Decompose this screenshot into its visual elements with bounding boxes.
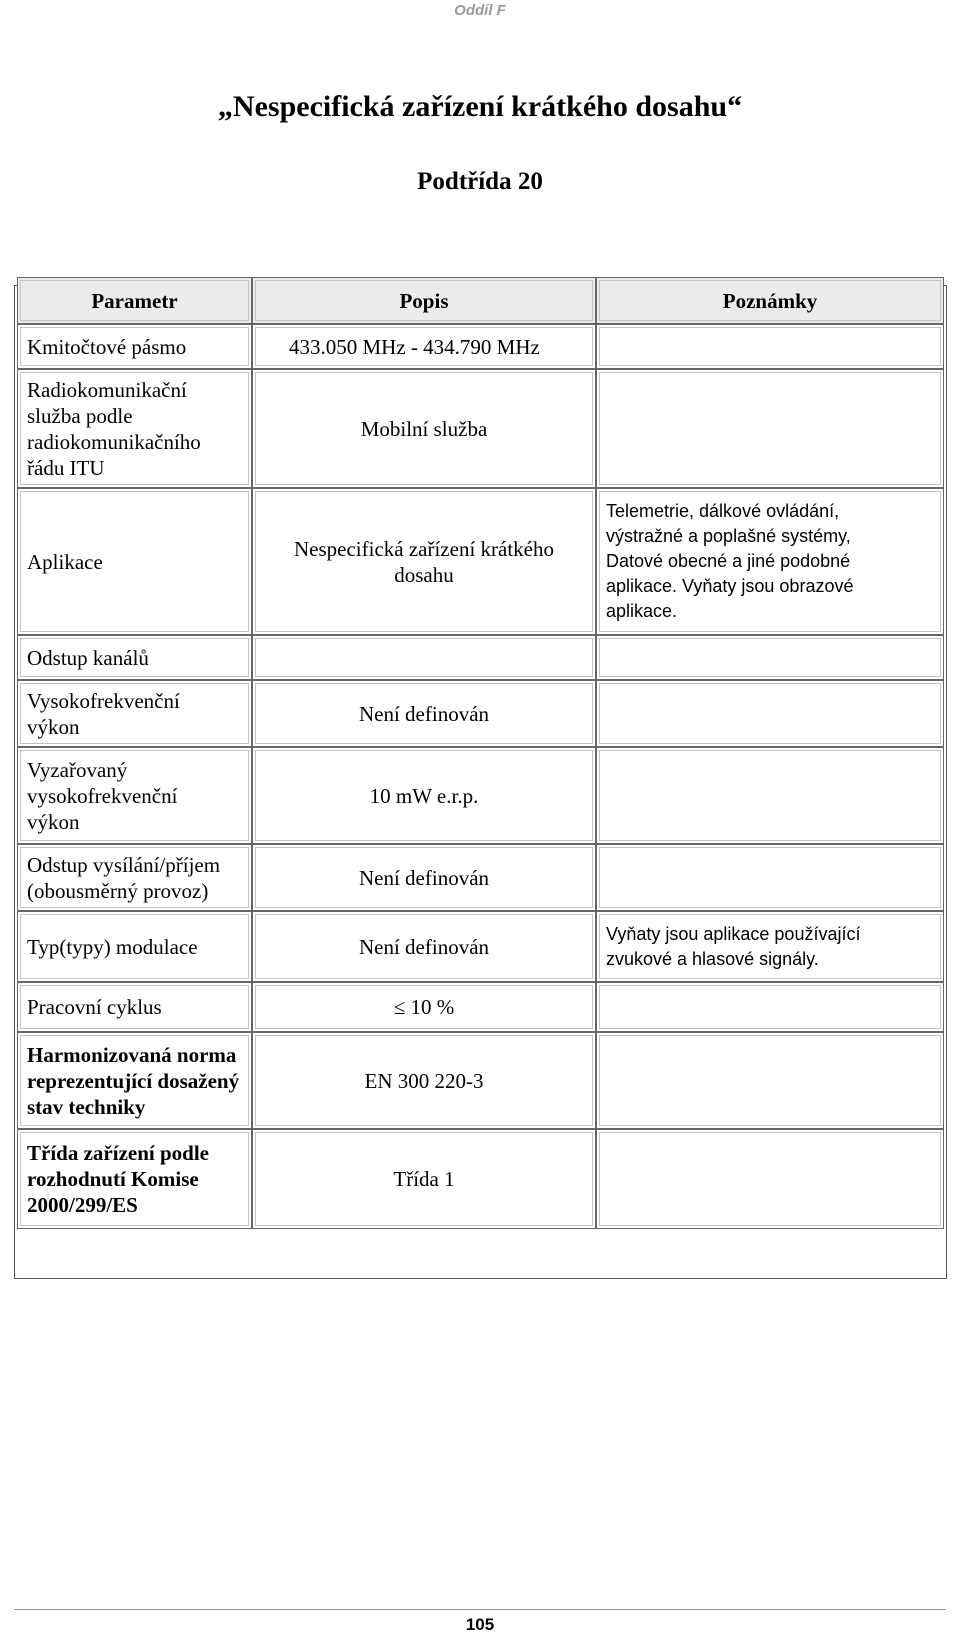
cell-text: Není definován bbox=[358, 934, 490, 959]
table-cell-popis bbox=[252, 1129, 596, 1229]
table-cell-parametr bbox=[17, 680, 252, 747]
cell-text: Harmonizovaná norma reprezentující dosažený stav techniky bbox=[27, 1042, 240, 1119]
column-header-popis: Popis bbox=[252, 277, 596, 324]
table-cell-parametr bbox=[17, 488, 252, 635]
table-cell-parametr bbox=[17, 369, 252, 488]
table-cell-parametr bbox=[17, 324, 252, 369]
cell-text: Telemetrie, dálkové ovládání, výstražné a poplašné systémy, Datové obecné a jiné podobné aplikace. Vyňaty jsou obrazové aplikace. bbox=[606, 501, 854, 621]
table-cell-poznamky bbox=[596, 844, 944, 911]
parameter-table bbox=[14, 285, 947, 1279]
cell-text: Není definován bbox=[358, 701, 490, 726]
table-cell-popis bbox=[252, 1032, 596, 1129]
table-cell-poznamky bbox=[596, 1129, 944, 1229]
cell-text: Odstup kanálů bbox=[27, 645, 149, 670]
table-cell-poznamky bbox=[596, 911, 944, 982]
cell-text: Aplikace bbox=[27, 549, 103, 574]
cell-text: Kmitočtové pásmo bbox=[27, 334, 187, 359]
cell-text: ≤ 10 % bbox=[393, 995, 455, 1019]
table-cell-parametr bbox=[17, 982, 252, 1032]
table-cell-poznamky bbox=[596, 488, 944, 635]
table-cell-popis bbox=[252, 911, 596, 982]
cell-text: Radiokomunikační služba podle radiokomunikačního řádu ITU bbox=[27, 377, 201, 480]
document-subtitle: Podtřída 20 bbox=[417, 168, 543, 195]
cell-text: 433.050 MHz - 434.790 MHz bbox=[289, 334, 540, 359]
table-cell-popis bbox=[252, 747, 596, 844]
page-number: 105 bbox=[465, 1615, 495, 1634]
cell-text: Typ(typy) modulace bbox=[27, 934, 198, 959]
table-cell-popis bbox=[252, 982, 596, 1032]
cell-text: Pracovní cyklus bbox=[27, 995, 162, 1019]
table-cell-poznamky bbox=[596, 324, 944, 369]
cell-text: Mobilní služba bbox=[360, 416, 488, 441]
table-cell-popis bbox=[252, 369, 596, 488]
column-header-parametr: Parametr bbox=[17, 277, 252, 324]
table-cell-popis bbox=[252, 324, 596, 369]
table-cell-popis bbox=[252, 844, 596, 911]
table-cell-parametr bbox=[17, 1032, 252, 1129]
footer-divider bbox=[14, 1609, 946, 1610]
table-cell-poznamky bbox=[596, 635, 944, 680]
cell-text: Třída 1 bbox=[393, 1167, 455, 1191]
cell-text: Není definován bbox=[358, 865, 490, 890]
table-cell-parametr bbox=[17, 747, 252, 844]
table-cell-parametr bbox=[17, 635, 252, 680]
table-cell-poznamky bbox=[596, 369, 944, 488]
cell-text: Vyňaty jsou aplikace používající zvukové a hlasové signály. bbox=[606, 923, 861, 969]
cell-text: Odstup vysílání/příjem (obousměrný provoz) bbox=[27, 852, 221, 903]
table-cell-popis bbox=[252, 680, 596, 747]
cell-text: Třída zařízení podle rozhodnutí Komise 2000/299/ES bbox=[27, 1141, 209, 1217]
table-cell-poznamky bbox=[596, 1032, 944, 1129]
cell-text: Nespecifická zařízení krátkého dosahu bbox=[293, 536, 555, 587]
section-label: Oddíl F bbox=[454, 2, 506, 19]
table-cell-parametr bbox=[17, 1129, 252, 1229]
cell-text: Vysokofrekvenční výkon bbox=[27, 688, 180, 739]
cell-text: Vyzařovaný vysokofrekvenční výkon bbox=[27, 757, 178, 834]
column-header-poznamky: Poznámky bbox=[596, 277, 944, 324]
document-title: „Nespecifická zařízení krátkého dosahu“ bbox=[217, 90, 743, 123]
table-cell-poznamky bbox=[596, 747, 944, 844]
cell-text: 10 mW e.r.p. bbox=[369, 783, 479, 808]
table-cell-parametr bbox=[17, 911, 252, 982]
cell-text: EN 300 220-3 bbox=[364, 1068, 484, 1093]
table-cell-popis bbox=[252, 488, 596, 635]
table-cell-poznamky bbox=[596, 680, 944, 747]
table-cell-popis bbox=[252, 635, 596, 680]
table-cell-parametr bbox=[17, 844, 252, 911]
table-cell-poznamky bbox=[596, 982, 944, 1032]
